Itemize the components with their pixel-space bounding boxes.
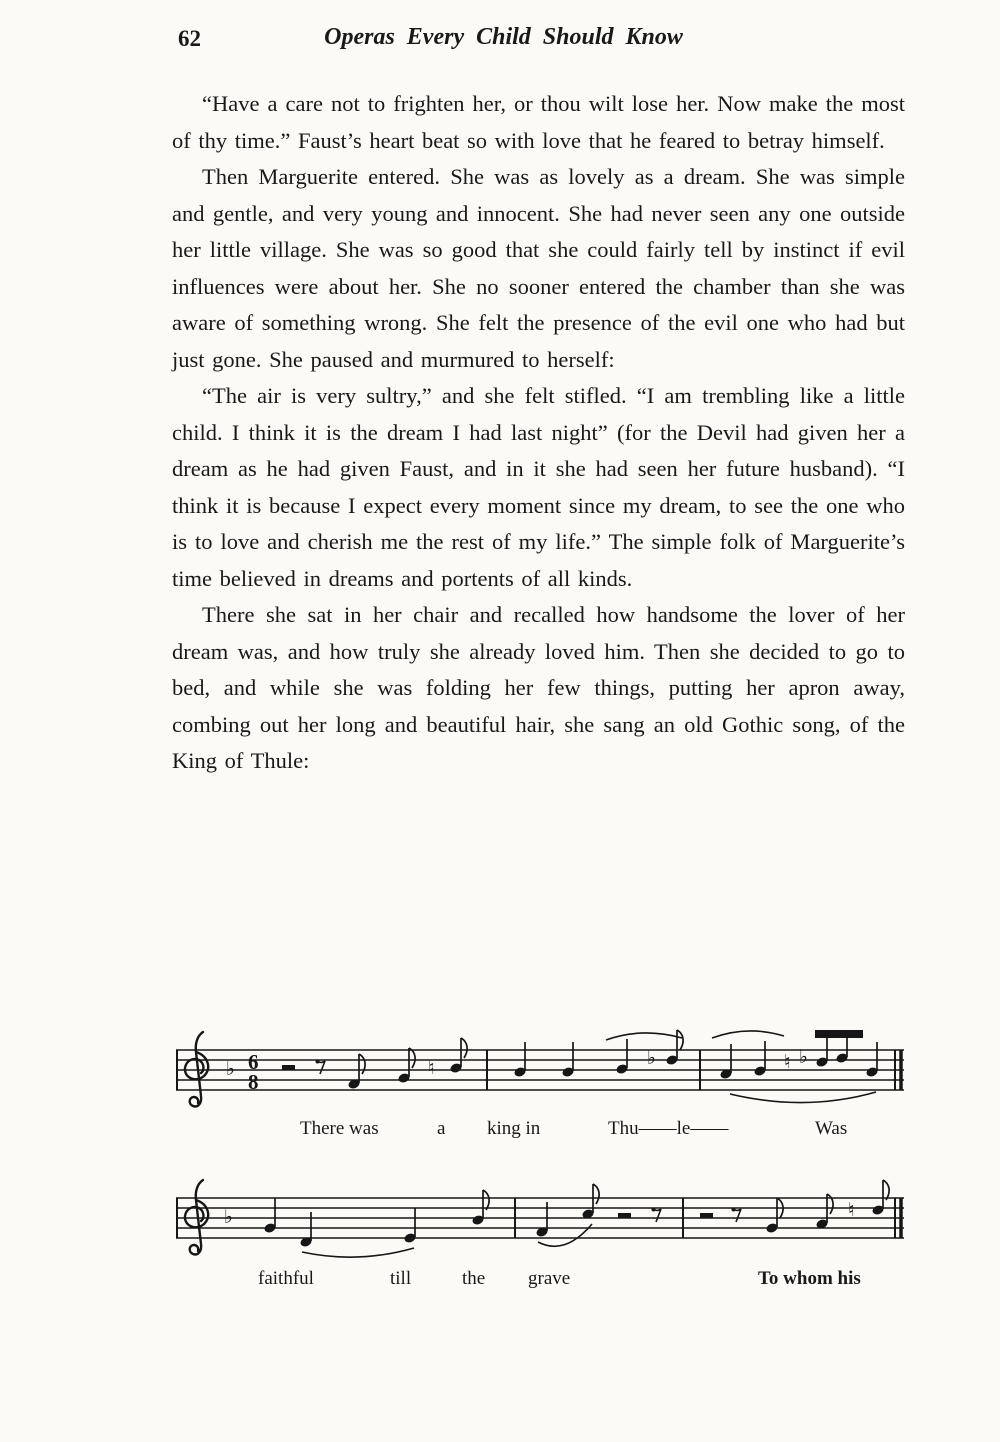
treble-clef-icon — [185, 1180, 208, 1254]
slur — [730, 1092, 876, 1103]
lyric-syllable: grave — [528, 1268, 571, 1289]
music-staff-1 — [170, 1022, 910, 1127]
lyric-syllable: king in — [487, 1118, 541, 1139]
flat-sign: ♭ — [224, 1206, 233, 1228]
natural-sign: ♮ — [848, 1199, 855, 1221]
measure-2-notes — [535, 1184, 661, 1246]
music-staff-2 — [170, 1176, 910, 1271]
natural-sign: ♮ — [428, 1057, 435, 1079]
signatures — [224, 1206, 233, 1228]
lyric-syllable: till — [390, 1268, 412, 1289]
paragraph-3: “The air is very sultry,” and she felt stifled. “I am trembling like a little child. I think it is the dream I had last night” (for the Devil had given her a dream as he had given Faust, and in it she had seen her future husband). “I think it is because I expect every moment since my dream, to see the one who is to love and cherish me the rest of my life.” The simple folk of Marguerite’s time believed in dreams and portents of all kinds. — [172, 383, 905, 591]
lyric-syllable: To whom his — [758, 1268, 861, 1289]
lyric-syllable: faithful — [258, 1268, 314, 1289]
running-title: Operas Every Child Should Know — [324, 24, 683, 50]
lyrics-line-1 — [0, 1118, 1000, 1144]
time-signature-denominator: 8 — [248, 1070, 259, 1094]
flat-sign: ♭ — [799, 1046, 808, 1068]
measure-1-notes — [282, 1038, 467, 1090]
natural-sign: ♮ — [784, 1051, 791, 1073]
measure-3-notes — [712, 1030, 879, 1103]
paragraph-2: Then Marguerite entered. She was as lovely as a dream. She was simple and gentle, and very young and innocent. She had never seen any one outside her little village. She was so good that she could fairly tell by instinct if evil influences were about her. She no sooner entered the chamber than she was aware of something wrong. She felt the presence of the evil one who had but just gone. She paused and murmured to herself: — [172, 164, 905, 372]
flat-sign: ♭ — [226, 1058, 235, 1080]
page-number: 62 — [178, 26, 201, 51]
beam — [815, 1030, 863, 1038]
signatures — [226, 1050, 259, 1094]
lyric-syllable: Thu——le—— — [608, 1118, 729, 1139]
music-staff-1-svg — [170, 1022, 910, 1122]
measure-1-notes — [263, 1190, 489, 1257]
slur — [606, 1033, 682, 1040]
lyrics-line-2 — [0, 1268, 1000, 1294]
page-header — [172, 24, 905, 60]
measure-3-notes — [700, 1180, 889, 1234]
lyric-syllable: a — [437, 1118, 446, 1139]
body-text — [172, 86, 905, 780]
treble-clef-icon — [185, 1032, 208, 1106]
time-signature-numerator: 6 — [248, 1050, 259, 1074]
flat-sign: ♭ — [647, 1047, 656, 1069]
paragraph-4: There she sat in her chair and recalled how handsome the lover of her dream was, and how truly she already loved him. Then she decided to go to bed, and while she was folding her few things, putting her apron away, combing out her long and beautiful hair, she sang an old Gothic song, of the King of Thule: — [172, 602, 905, 773]
lyric-syllable: the — [462, 1268, 486, 1289]
slur — [302, 1248, 414, 1257]
lyric-syllable: Was — [815, 1118, 848, 1139]
music-staff-2-svg — [170, 1176, 910, 1266]
lyric-syllable: There was — [300, 1118, 379, 1139]
tie — [712, 1031, 784, 1038]
paragraph-1: “Have a care not to frighten her, or thou wilt lose her. Now make the most of thy time.” Faust’s heart beat so with love that he feared to betray himself. — [172, 91, 905, 153]
